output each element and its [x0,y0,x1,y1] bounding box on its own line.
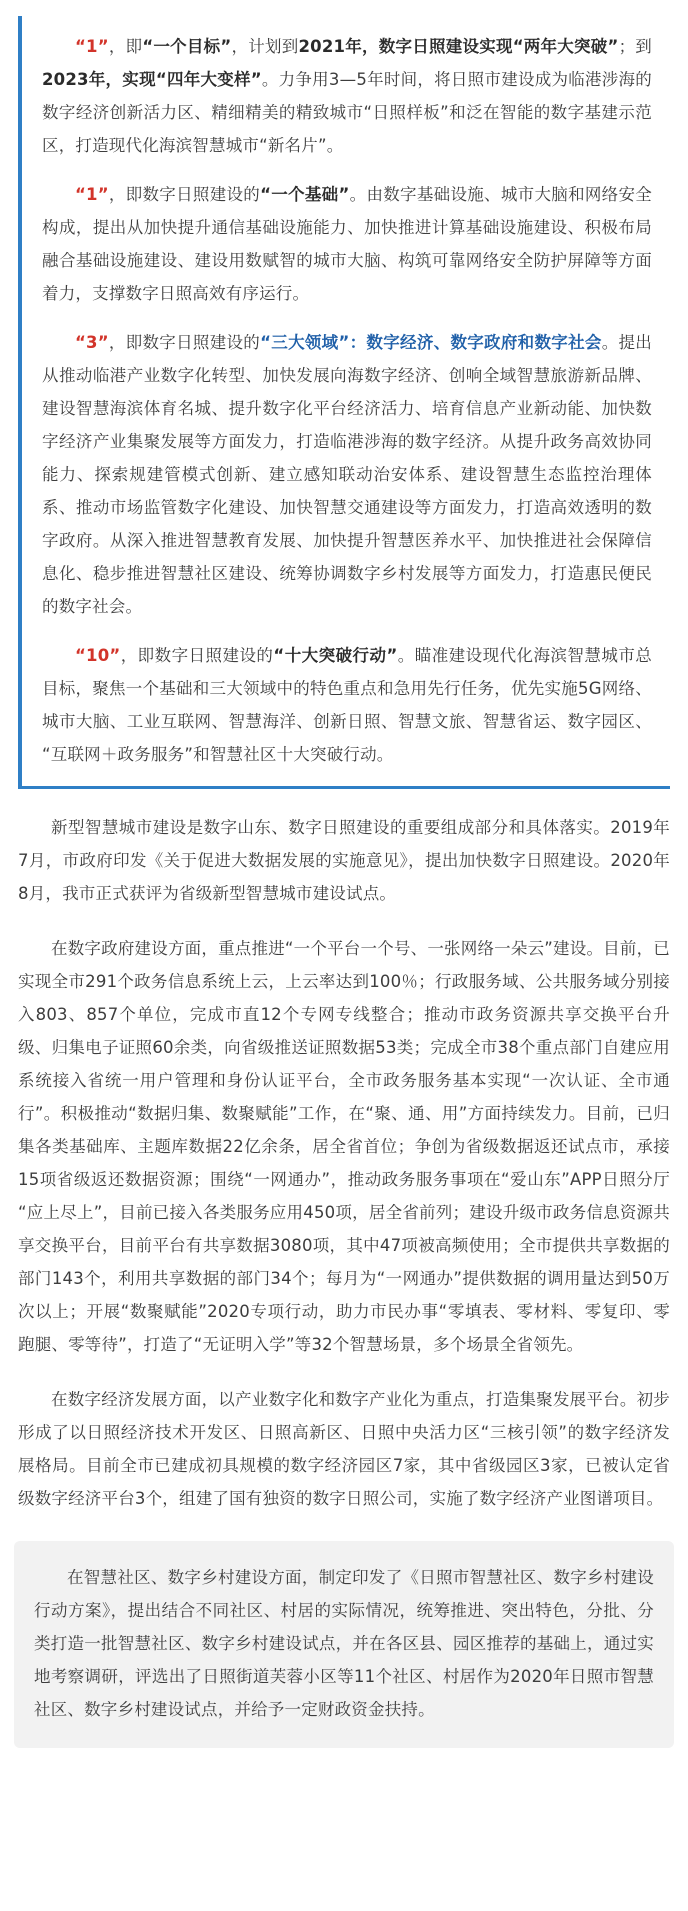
emphasis-text: 2021年，数字日照建设实现“两年大突破” [298,37,619,56]
emphasis-text: “一个目标” [142,37,232,56]
body-paragraph-3: 在数字经济发展方面，以产业数字化和数字产业化为重点，打造集聚发展平台。初步形成了以日照经济技术开发区、日照高新区、日照中央活力区“三核引领”的数字经济发展格局。目前全市已建成初具规模的数字经济园区7家，其中省级园区3家，已被认定省级数字经济平台3个，组建了国有独资的数字日照公司，实施了数字经济产业图谱项目。 [18,1390,670,1508]
summary-paragraph-3: “3”，即数字日照建设的“三大领域”：数字经济、数字政府和数字社会。提出从推动临港产业数字化转型、加快发展向海数字经济、创响全域智慧旅游新品牌、建设智慧海滨体育名城、提升数字化平台经济活力、培育信息产业新动能、加快数字经济产业集聚发展等方面发力，打造临港涉海的数字经济。从提升政务高效协同能力、探索规建管模式创新、建立感知联动治安体系、建设智慧生态监控治理体系、推动市场监管数字化建设、加快智慧交通建设等方面发力，打造高效透明的数字政府。从深入推进智慧教育发展、加快提升智慧医养水平、加快推进社会保障信息化、稳步推进智慧社区建设、统筹协调数字乡村发展等方面发力，打造惠民便民的数字社会。 [42,333,652,616]
emphasis-text: “一个基础” [260,185,350,204]
body-paragraph-1: 新型智慧城市建设是数字山东、数字日照建设的重要组成部分和具体落实。2019年7月，市政府印发《关于促进大数据发展的实施意见》，提出加快数字日照建设。2020年8月，我市正式获评为省级新型智慧城市建设试点。 [18,818,670,903]
emphasis-text: “三大领域”：数字经济、数字政府和数字社会 [260,333,602,352]
emphasis-text: “十大突破行动” [273,646,398,665]
highlighted-summary-block [18,16,670,789]
emphasis-text: “1” [75,37,109,56]
emphasis-text: “3” [75,333,109,352]
grey-highlight-card [14,1541,674,1748]
document-page [0,16,688,1772]
emphasis-text: “1” [75,185,109,204]
summary-paragraph-4: “10”，即数字日照建设的“十大突破行动”。瞄准建设现代化海滨智慧城市总目标，聚焦一个基础和三大领域中的特色重点和急用先行任务，优先实施5G网络、城市大脑、工业互联网、智慧海洋、创新日照、智慧文旅、智慧省运、数字园区、“互联网＋政务服务”和智慧社区十大突破行动。 [42,646,652,764]
bottom-spacer [0,1748,688,1754]
summary-paragraph-2: “1”，即数字日照建设的“一个基础”。由数字基础设施、城市大脑和网络安全构成，提出从加快提升通信基础设施能力、加快推进计算基础设施建设、积极布局融合基础设施建设、建设用数赋智的城市大脑、构筑可靠网络安全防护屏障等方面着力，支撑数字日照高效有序运行。 [42,185,652,303]
emphasis-text: “10” [75,646,121,665]
body-paragraph-2: 在数字政府建设方面，重点推进“一个平台一个号、一张网络一朵云”建设。目前，已实现全市291个政务信息系统上云，上云率达到100％；行政服务域、公共服务域分别接入803、857个单位，完成市直12个专网专线整合；推动市政务资源共享交换平台升级、归集电子证照60余类，向省级推送证照数据53类；完成全市38个重点部门自建应用系统接入省统一用户管理和身份认证平台，全市政务服务基本实现“一次认证、全市通行”。积极推动“数据归集、数聚赋能”工作，在“聚、通、用”方面持续发力。目前，已归集各类基础库、主题库数据22亿余条，居全省首位；争创为省级数据返还试点市，承接15项省级返还数据资源；围绕“一网通办”，推动政务服务事项在“爱山东”APP日照分厅“应上尽上”，目前已接入各类服务应用450项，居全省前列；建设升级市政务信息资源共享交换平台，目前平台有共享数据3080项，其中47项被高频使用；全市提供共享数据的部门143个，利用共享数据的部门34个；每月为“一网通办”提供数据的调用量达到50万次以上；开展“数聚赋能”2020专项行动，助力市民办事“零填表、零材料、零复印、零跑腿、零等待”，打造了“无证明入学”等32个智慧场景，多个场景全省领先。 [18,939,670,1354]
emphasis-text: 2023年，实现“四年大变样” [42,70,262,89]
grey-card-paragraph: 在智慧社区、数字乡村建设方面，制定印发了《日照市智慧社区、数字乡村建设行动方案》，提出结合不同社区、村居的实际情况，统筹推进、突出特色，分批、分类打造一批智慧社区、数字乡村建设试点，并在各区县、园区推荐的基础上，通过实地考察调研，评选出了日照街道芙蓉小区等11个社区、村居作为2020年日照市智慧社区、数字乡村建设试点，并给予一定财政资金扶持。 [34,1568,654,1719]
summary-paragraph-1: “1”，即“一个目标”，计划到2021年，数字日照建设实现“两年大突破”；到2023年，实现“四年大变样”。力争用3—5年时间，将日照市建设成为临港涉海的数字经济创新活力区、精细精美的精致城市“日照样板”和泛在智能的数字基建示范区，打造现代化海滨智慧城市“新名片”。 [42,37,653,155]
